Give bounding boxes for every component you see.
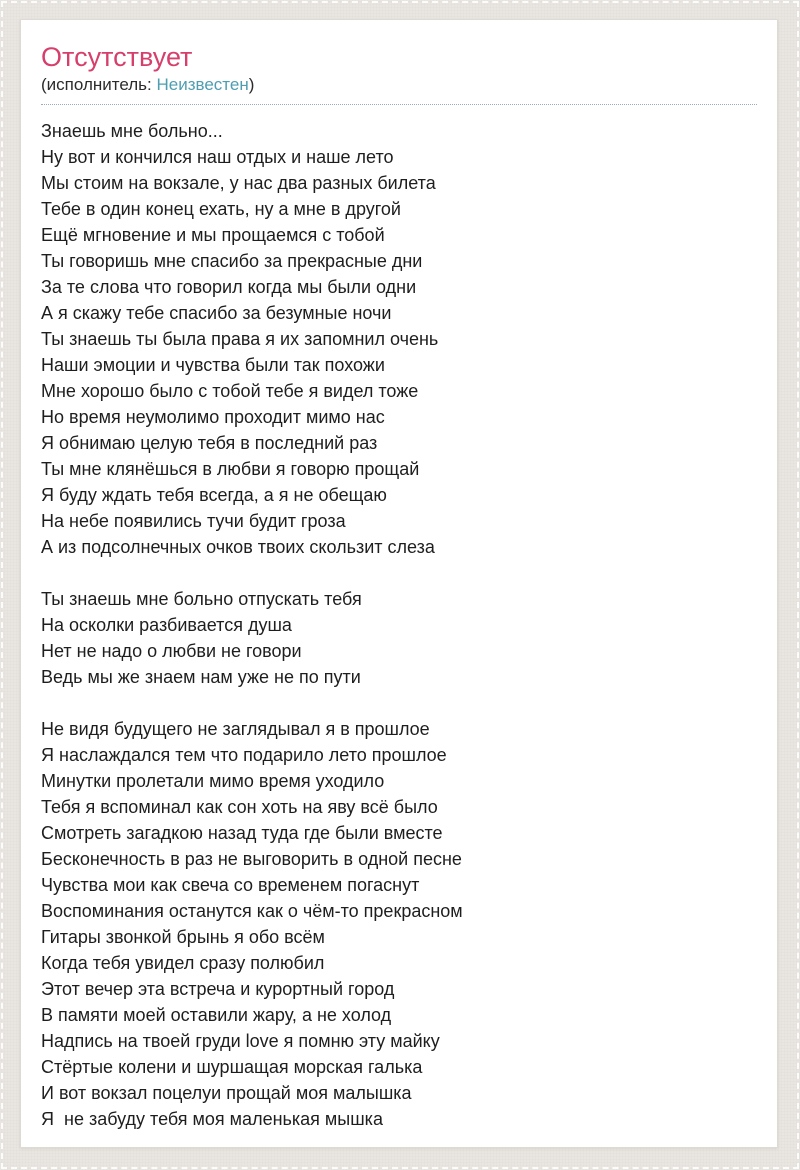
song-title: Отсутствует xyxy=(41,42,193,72)
lyrics-text xyxy=(41,118,757,1132)
lyric-line: Наши эмоции и чувства были так похожи xyxy=(41,355,385,375)
lyric-line: За те слова что говорил когда мы были одни xyxy=(41,277,417,297)
lyric-line: Когда тебя увидел сразу полюбил xyxy=(41,953,325,973)
lyric-line: Но время неумолимо проходит мимо нас xyxy=(41,407,385,427)
lyric-line: Я не забуду тебя моя маленькая мышка xyxy=(41,1109,383,1129)
lyric-line: Ведь мы же знаем нам уже не по пути xyxy=(41,667,361,687)
stanza xyxy=(41,716,757,1132)
lyric-line: Чувства мои как свеча со временем погаснут xyxy=(41,875,420,895)
lyric-line: На осколки разбивается душа xyxy=(41,615,292,635)
stanza xyxy=(41,586,757,690)
lyric-line: Тебе в один конец ехать, ну а мне в другой xyxy=(41,199,401,219)
lyric-line: Ты мне клянёшься в любви я говорю прощай xyxy=(41,459,420,479)
lyric-line: На небе появились тучи будит гроза xyxy=(41,511,346,531)
stanza xyxy=(41,118,757,560)
lyric-line: Смотреть загадкою назад туда где были вместе xyxy=(41,823,443,843)
lyric-line: Нет не надо о любви не говори xyxy=(41,641,302,661)
lyrics-card xyxy=(20,19,778,1148)
artist-label-close: ) xyxy=(248,75,255,94)
lyric-line: Бесконечность в раз не выговорить в одной песне xyxy=(41,849,462,869)
lyric-line: И вот вокзал поцелуи прощай моя малышка xyxy=(41,1083,412,1103)
lyric-line: Ты знаешь мне больно отпускать тебя xyxy=(41,589,362,609)
lyric-line: Минутки пролетали мимо время уходило xyxy=(41,771,385,791)
lyric-line: Я буду ждать тебя всегда, а я не обещаю xyxy=(41,485,387,505)
lyric-line: В памяти моей оставили жару, а не холод xyxy=(41,1005,392,1025)
lyric-line: Ты говоришь мне спасибо за прекрасные дни xyxy=(41,251,423,271)
lyric-line: Мы стоим на вокзале, у нас два разных билета xyxy=(41,173,436,193)
lyric-line: Ещё мгновение и мы прощаемся с тобой xyxy=(41,225,385,245)
lyric-line: Тебя я вспоминал как сон хоть на яву всё было xyxy=(41,797,438,817)
lyric-line: Знаешь мне больно... xyxy=(41,121,223,141)
lyric-line: Я наслаждался тем что подарило лето прошлое xyxy=(41,745,447,765)
lyric-line: Не видя будущего не заглядывал я в прошлое xyxy=(41,719,430,739)
lyric-line: Гитары звонкой брынь я обо всём xyxy=(41,927,325,947)
lyric-line: А я скажу тебе спасибо за безумные ночи xyxy=(41,303,392,323)
lyric-line: Стёртые колени и шуршащая морская галька xyxy=(41,1057,423,1077)
lyric-line: Этот вечер эта встреча и курортный город xyxy=(41,979,395,999)
artist-link[interactable]: Неизвестен xyxy=(156,75,249,94)
artist-label: (исполнитель: xyxy=(41,75,157,94)
lyric-line: Воспоминания останутся как о чём-то прекрасном xyxy=(41,901,463,921)
lyric-line: Я обнимаю целую тебя в последний раз xyxy=(41,433,378,453)
lyric-line: Надпись на твоей груди love я помню эту майку xyxy=(41,1031,440,1051)
lyric-line: А из подсолнечных очков твоих скользит слеза xyxy=(41,537,435,557)
lyric-line: Ну вот и кончился наш отдых и наше лето xyxy=(41,147,394,167)
artist-line xyxy=(41,75,757,105)
lyric-line: Ты знаешь ты была права я их запомнил очень xyxy=(41,329,439,349)
lyric-line: Мне хорошо было с тобой тебе я видел тоже xyxy=(41,381,419,401)
